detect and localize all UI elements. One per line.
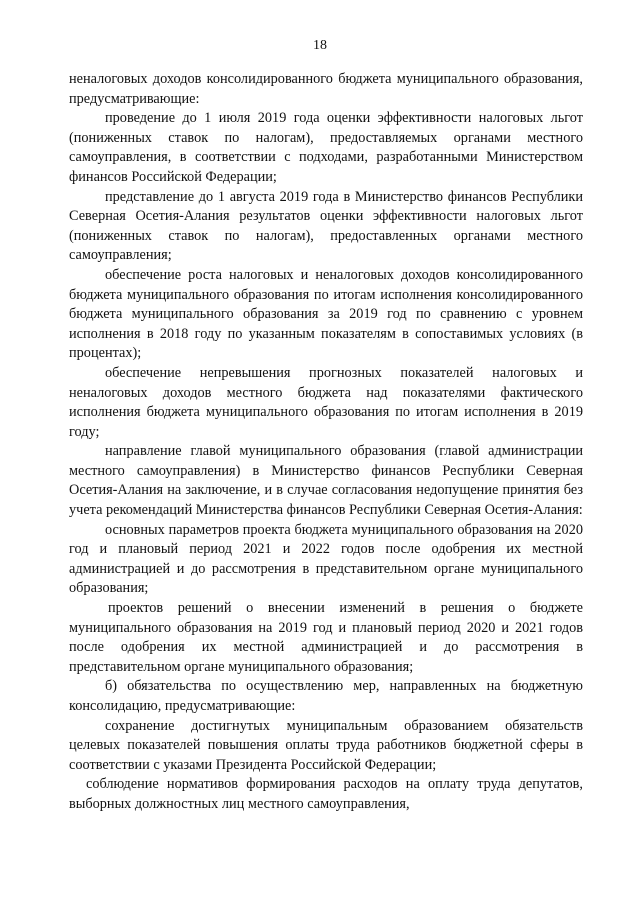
paragraph-budget-draft-parameters: основных параметров проекта бюджета муниципального образования на 2020 год и плановый период 2021 и 2022 годов после одобрения их местной администрацией и до рассмотрения в представительном органе муниципального образования; [69, 521, 583, 597]
paragraph-salary-targets: сохранение достигнутых муниципальным образованием обязательств целевых показателей повышения оплаты труда работников бюджетной сферы в соответствии с указами Президента Российской Федерации; [69, 717, 583, 773]
paragraph-assessment-submission: представление до 1 августа 2019 года в Министерство финансов Республики Северная Осетия-Алания результатов оценки эффективности налоговых льгот (пониженных ставок по налогам), предоставленных органами местного самоуправления; [69, 188, 583, 264]
paragraph-tax-benefit-assessment: проведение до 1 июля 2019 года оценки эффективности налоговых льгот (пониженных ставок по налогам), предоставляемых органами местного самоуправления, в соответствии с подходами, разработанными Министерством финансов Российской Федерации; [69, 110, 583, 185]
document-body [69, 70, 583, 815]
paragraph-salary-standards: соблюдение нормативов формирования расходов на оплату труда депутатов, выборных должностных лиц местного самоуправления, [69, 776, 583, 812]
paragraph-consolidation-obligations: б) обязательства по осуществлению мер, направленных на бюджетную консолидацию, предусматривающие: [69, 678, 583, 714]
paragraph-budget-amendments: проектов решений о внесении изменений в решения о бюджете муниципального образования на 2019 год и плановый период 2020 и 2021 годов после одобрения их местной администрацией и до рассмотрения в представительном органе муниципального образования; [69, 600, 583, 675]
paragraph-submission-for-conclusion: направление главой муниципального образования (главой администрации местного самоуправления) в Министерство финансов Республики Северная Осетия-Алания на заключение, и в случае согласования недопущение принятия без учета рекомендаций Министерства финансов Республики Северная Осетия-Алания: [69, 443, 583, 519]
paragraph-continuation: неналоговых доходов консолидированного бюджета муниципального образования, предусматривающие: [69, 71, 583, 107]
page-number: 18 [313, 38, 327, 53]
paragraph-revenue-growth: обеспечение роста налоговых и неналоговых доходов консолидированного бюджета муниципального образования по итогам исполнения консолидированного бюджета муниципального образования за 2019 год по сравнению с уровнем исполнения в 2018 году по указанным показателям в сопоставимых условиях (в процентах); [69, 266, 583, 362]
paragraph-forecast-limit: обеспечение непревышения прогнозных показателей налоговых и неналоговых доходов местного бюджета над показателями фактического исполнения бюджета муниципального образования по итогам исполнения в 2019 году; [69, 364, 583, 440]
